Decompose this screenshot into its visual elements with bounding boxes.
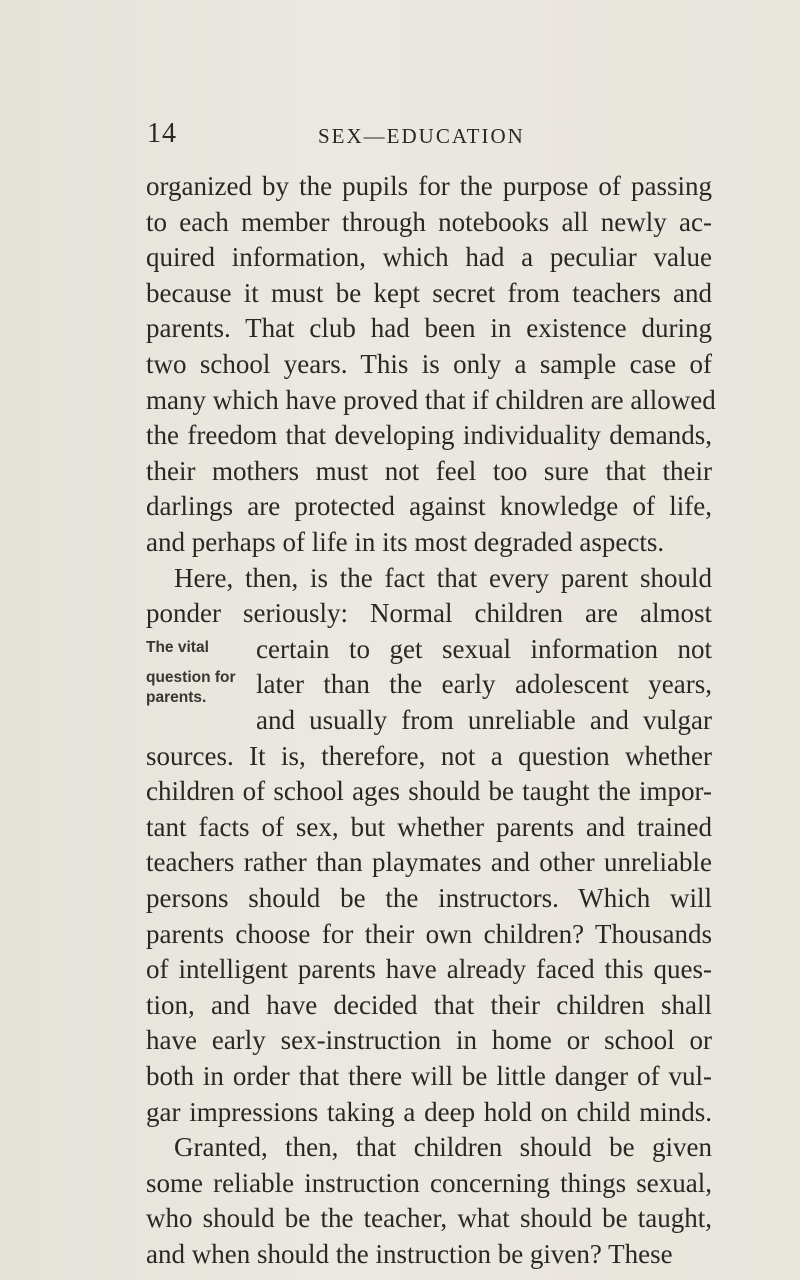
page-number: 14: [147, 118, 177, 149]
text-line: parents choose for their own children? Thousands: [146, 918, 712, 949]
text-line: of intelligent parents have already faced this ques-: [146, 954, 712, 985]
text-line: teachers rather than playmates and other unreliable: [146, 847, 712, 878]
text-line: both in order that there will be little danger of vul-: [146, 1061, 712, 1091]
text-line: Granted, then, that children should be given: [174, 1132, 712, 1163]
text-line: darlings are protected against knowledge of life,: [146, 491, 712, 522]
text-line: many which have proved that if children are allowed: [146, 384, 716, 415]
margin-note-line: parents.: [146, 688, 207, 706]
text-line: who should be the teacher, what should be taught,: [146, 1203, 712, 1234]
text-line: organized by the pupils for the purpose of passing: [146, 171, 712, 201]
text-line: persons should be the instructors. Which will: [146, 883, 712, 913]
margin-note-line: question for: [146, 668, 236, 686]
text-line: two school years. This is only a sample case of: [146, 349, 712, 379]
text-line: and when should the instruction be given? These: [146, 1239, 673, 1269]
text-line: and usually from unreliable and vulgar: [256, 705, 712, 735]
running-head: SEX—EDUCATION: [318, 124, 525, 148]
margin-note-line: The vital: [146, 638, 209, 656]
text-line: later than the early adolescent years,: [256, 669, 712, 700]
text-line: to each member through notebooks all newly ac-: [146, 206, 712, 237]
text-line: certain to get sexual information not: [256, 633, 712, 664]
text-line: because it must be kept secret from teachers and: [146, 277, 712, 308]
text-line: and perhaps of life in its most degraded aspects.: [146, 527, 665, 557]
text-line: tion, and have decided that their children shall: [146, 989, 712, 1020]
text-line: have early sex-instruction in home or school or: [146, 1025, 712, 1056]
text-line: gar impressions taking a deep hold on child minds.: [146, 1096, 712, 1127]
text-line: children of school ages should be taught the impor-: [146, 776, 712, 807]
text-line: sources. It is, therefore, not a question whether: [146, 740, 712, 771]
text-line: the freedom that developing individuality demands,: [146, 420, 712, 451]
text-line: Here, then, is the fact that every parent should: [174, 562, 712, 593]
text-line: tant facts of sex, but whether parents and trained: [146, 811, 712, 842]
text-line: quired information, which had a peculiar value: [146, 242, 712, 273]
page-header: [0, 118, 800, 158]
text-line: ponder seriously: Normal children are almost: [146, 598, 712, 629]
text-line: some reliable instruction concerning things sexual,: [146, 1167, 712, 1198]
text-line: their mothers must not feel too sure that their: [146, 455, 712, 486]
margin-note: [146, 638, 246, 708]
text-line: parents. That club had been in existence during: [146, 313, 712, 344]
